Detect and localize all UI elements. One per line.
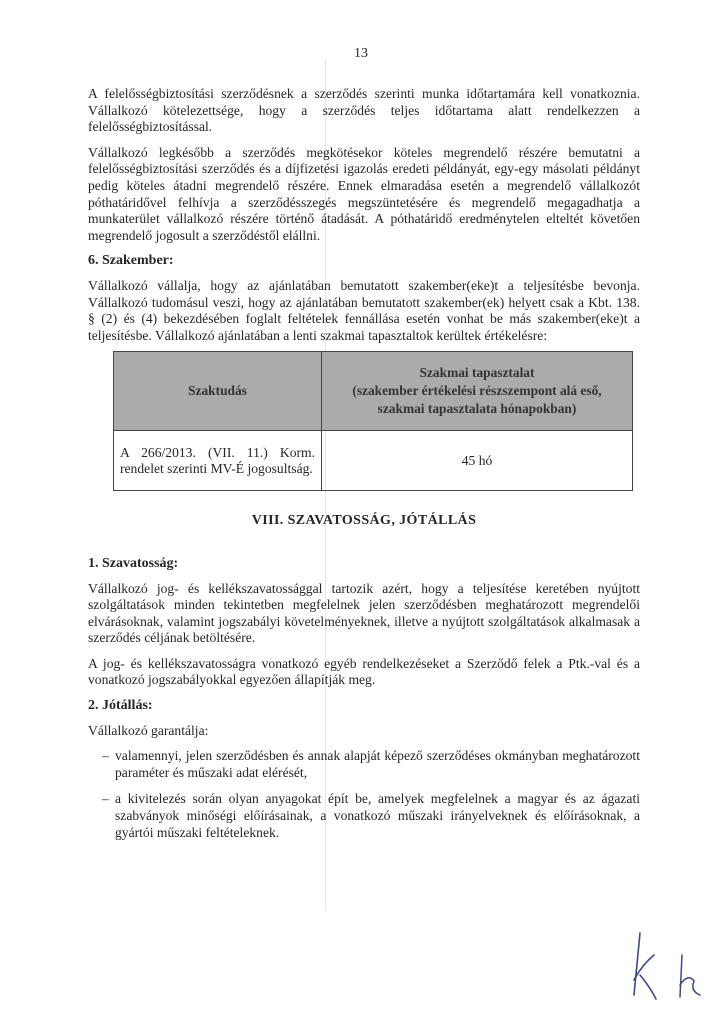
table-header-row — [114, 352, 633, 431]
paragraph: Vállalkozó garantálja: — [88, 722, 209, 738]
table-row — [114, 431, 633, 491]
paragraph: Vállalkozó legkésőbb a szerződés megkötésekor köteles megrendelő részére bemutatni a felelősségbiztosítási szerződés és a díjfizetési igazolás eredeti példányát, egy-egy másolati példányt pedig köteles átadni megrendelő részére. Ennek elmaradása esetén a megrendelő vállalkozót póthatáridővel felhívja a szerződésszegés megszüntetésére és megrendelő megagadhatja a munkaterület vállalkozó részére történő átadását. A póthatáridő eredménytelen elteltét követően megrendelő jogosult a szerződéstől elállni. — [88, 144, 640, 243]
guarantee-list — [88, 748, 640, 841]
expertise-table — [113, 351, 633, 491]
document-body — [88, 86, 640, 851]
list-item — [88, 791, 640, 841]
list-item-text: a kivitelezés során olyan anyagokat épít be, amelyek megfelelnek a magyar és az ágazati szabványok minőségi előírásainak, a vonatkozó műszaki irányelveknek és előírásoknak, a gyártói műszaki feltételeknek. — [115, 791, 640, 840]
handwritten-initials-signature — [610, 925, 710, 1005]
paragraph: Vállalkozó vállalja, hogy az ajánlatában bemutatott szakember(eke)t a teljesítésbe bevonja. Vállalkozó tudomásul veszi, hogy az ajánlatában bemutatott szakember(ek) helyett csak a Kbt. 138. § (2) és (4) bekezdésében foglalt feltételek fennállása esetén vonhat be más szakember(eke)t a teljesítésbe. Vállalkozó ajánlatában a lenti szakmai tapasztaltok kerültek értékelésre: — [88, 277, 640, 343]
section-heading-szakember: 6. Szakember: — [88, 253, 174, 269]
paragraph: Vállalkozó jog- és kellékszavatossággal tartozik azért, hogy a teljesítése keretében nyújtott szolgáltatások minden tekintetben megfelelnek jelen szerződésben meghatározott megrendelői elvárásoknak, valamint jogszabályi követelményeknek, illetve a nyújtott szolgáltatások alkalmasak a szerződés céljának betöltésére. — [88, 580, 640, 646]
list-item — [88, 748, 640, 781]
table-header-szaktudas: Szaktudás — [114, 352, 322, 431]
dash-bullet: – — [102, 791, 109, 807]
header-line-1: Szakmai tapasztalat — [419, 365, 535, 381]
table-cell-requirement: A 266/2013. (VII. 11.) Korm. rendelet szerinti MV-É jogosultság. — [114, 431, 322, 491]
table-cell-months: 45 hó — [322, 431, 633, 491]
section-title-viii: VIII. SZAVATOSSÁG, JÓTÁLLÁS — [251, 513, 477, 529]
section-heading-szavatossag: 1. Szavatosság: — [88, 555, 179, 571]
paragraph: A felelősségbiztosítási szerződésnek a szerződés szerinti munka időtartamára kell vonatkoznia. Vállalkozó kötelezettsége, hogy a szerződés teljes időtartama alatt rendelkezzen a felelősségbiztosítással. — [88, 86, 640, 135]
page-number: 13 — [354, 46, 368, 61]
dash-bullet: – — [102, 748, 109, 764]
header-line-2: (szakember értékelési részszempont alá eső, szakmai tapasztalata hónapokban) — [352, 383, 602, 417]
list-item-text: valamennyi, jelen szerződésben és annak alapját képező szerződéses okmányban meghatározott paraméter és műszaki adat elérését, — [115, 748, 640, 780]
paragraph: A jog- és kellékszavatosságra vonatkozó egyéb rendelkezéseket a Szerződő felek a Ptk.-val és a vonatkozó jogszabályokkal egyezően állapítják meg. — [88, 655, 640, 688]
table-header-szakmai-tapasztalat — [322, 352, 633, 431]
section-heading-jotallas: 2. Jótállás: — [88, 698, 153, 714]
